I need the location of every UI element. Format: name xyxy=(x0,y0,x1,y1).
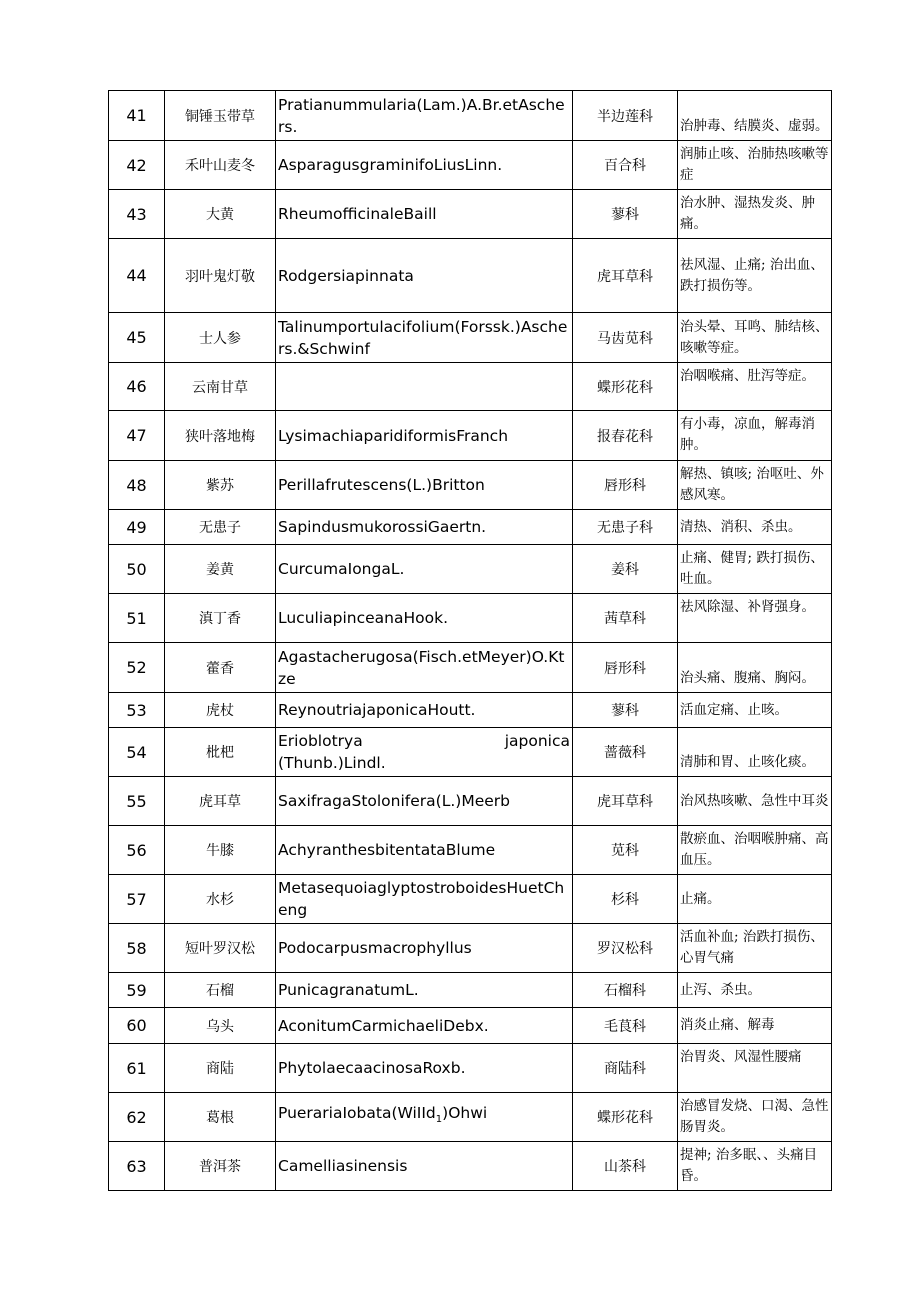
latin-name-tail: )Ohwi xyxy=(442,1104,488,1123)
latin-name: RheumofficinaleBaill xyxy=(276,190,573,239)
medicinal-use: 清肺和胃、止咳化痰。 xyxy=(678,728,832,777)
table-row xyxy=(109,643,832,693)
plant-family: 蔷薇科 xyxy=(573,728,678,777)
plant-name: 藿香 xyxy=(165,643,276,693)
plant-family: 茜草科 xyxy=(573,594,678,643)
latin-name: ReynoutriajaponicaHoutt. xyxy=(276,693,573,728)
plant-name: 紫苏 xyxy=(165,461,276,510)
row-number: 56 xyxy=(109,826,165,875)
plant-name: 云南甘草 xyxy=(165,363,276,411)
table-row xyxy=(109,777,832,826)
table-row xyxy=(109,91,832,141)
plant-family: 半边莲科 xyxy=(573,91,678,141)
plant-family: 蓼科 xyxy=(573,190,678,239)
table-row xyxy=(109,973,832,1008)
plant-family: 罗汉松科 xyxy=(573,924,678,973)
row-number: 45 xyxy=(109,313,165,363)
plant-family: 唇形科 xyxy=(573,461,678,510)
medicinal-use: 治咽喉痛、肚泻等症。 xyxy=(678,363,832,411)
table-row xyxy=(109,141,832,190)
medicinal-use: 润肺止咳、治肺热咳嗽等症 xyxy=(678,141,832,190)
plant-name: 禾叶山麦冬 xyxy=(165,141,276,190)
latin-name-line-1: Erioblotrya japonica xyxy=(278,732,570,750)
plant-name: 虎耳草 xyxy=(165,777,276,826)
plant-family: 无患子科 xyxy=(573,510,678,545)
row-number: 54 xyxy=(109,728,165,777)
plant-name: 乌头 xyxy=(165,1008,276,1044)
medicinal-use: 提神; 治多眠、、头痛目昏。 xyxy=(678,1142,832,1191)
medicinal-use: 祛风除湿、补肾强身。 xyxy=(678,594,832,643)
latin-name-line-2: (Thunb.)Lindl. xyxy=(278,754,386,772)
row-number: 60 xyxy=(109,1008,165,1044)
plant-name: 大黄 xyxy=(165,190,276,239)
medicinal-use: 活血定痛、止咳。 xyxy=(678,693,832,728)
medicinal-use: 止痛、健胃; 跌打损伤、吐血。 xyxy=(678,545,832,594)
latin-name: LysimachiaparidiformisFranch xyxy=(276,411,573,461)
row-number: 48 xyxy=(109,461,165,510)
plant-name: 无患子 xyxy=(165,510,276,545)
medicinal-use: 治头晕、耳鸣、肺结核、咳嗽等症。 xyxy=(678,313,832,363)
plant-family: 苋科 xyxy=(573,826,678,875)
table-row xyxy=(109,411,832,461)
medicinal-use: 祛风湿、止痛; 治出血、跌打损伤等。 xyxy=(678,239,832,313)
plant-family: 石榴科 xyxy=(573,973,678,1008)
plant-family: 蝶形花科 xyxy=(573,1093,678,1142)
plant-name: 短叶罗汉松 xyxy=(165,924,276,973)
table-row xyxy=(109,461,832,510)
plant-name: 普洱茶 xyxy=(165,1142,276,1191)
plant-family: 百合科 xyxy=(573,141,678,190)
medicinal-use: 治头痛、腹痛、胸闷。 xyxy=(678,643,832,693)
medicinal-use: 治肿毒、结膜炎、虚弱。 xyxy=(678,91,832,141)
plant-family: 报春花科 xyxy=(573,411,678,461)
medicinal-use: 止痛。 xyxy=(678,875,832,924)
latin-name-main: PuerariaIobata(WiIId xyxy=(278,1104,436,1123)
table-row xyxy=(109,363,832,411)
table-row xyxy=(109,1142,832,1191)
plant-name: 石榴 xyxy=(165,973,276,1008)
plant-family: 虎耳草科 xyxy=(573,239,678,313)
row-number: 44 xyxy=(109,239,165,313)
plant-name: 牛膝 xyxy=(165,826,276,875)
latin-name: Podocarpusmacrophyllus xyxy=(276,924,573,973)
plant-family: 蝶形花科 xyxy=(573,363,678,411)
row-number: 42 xyxy=(109,141,165,190)
medicinal-use: 散瘀血、治咽喉肿痛、高血压。 xyxy=(678,826,832,875)
plant-family: 马齿苋科 xyxy=(573,313,678,363)
row-number: 47 xyxy=(109,411,165,461)
medicinal-use: 治感冒发烧、口渴、急性肠胃炎。 xyxy=(678,1093,832,1142)
plant-family: 杉科 xyxy=(573,875,678,924)
row-number: 41 xyxy=(109,91,165,141)
latin-name: Camelliasinensis xyxy=(276,1142,573,1191)
plant-family: 虎耳草科 xyxy=(573,777,678,826)
table-row xyxy=(109,1093,832,1142)
table-row xyxy=(109,190,832,239)
table-row xyxy=(109,826,832,875)
table-row xyxy=(109,545,832,594)
table-row xyxy=(109,728,832,777)
table-row xyxy=(109,875,832,924)
plant-family: 蓼科 xyxy=(573,693,678,728)
latin-name xyxy=(276,363,573,411)
plant-name: 狭叶落地梅 xyxy=(165,411,276,461)
latin-name: Pratianummularia(Lam.)A.Br.etAschers. xyxy=(276,91,573,141)
plant-name: 羽叶鬼灯敬 xyxy=(165,239,276,313)
row-number: 51 xyxy=(109,594,165,643)
plant-family: 山茶科 xyxy=(573,1142,678,1191)
plant-family: 唇形科 xyxy=(573,643,678,693)
row-number: 50 xyxy=(109,545,165,594)
row-number: 57 xyxy=(109,875,165,924)
plant-family: 商陆科 xyxy=(573,1044,678,1093)
row-number: 52 xyxy=(109,643,165,693)
plant-name: 铜锤玉带草 xyxy=(165,91,276,141)
latin-name xyxy=(276,1093,573,1142)
table-row xyxy=(109,239,832,313)
latin-name: SaxifragaStolonifera(L.)Meerb xyxy=(276,777,573,826)
latin-name: Agastacherugosa(Fisch.etMeyer)O.Ktze xyxy=(276,643,573,693)
table-row xyxy=(109,924,832,973)
latin-name: CurcumaIongaL. xyxy=(276,545,573,594)
plant-name: 葛根 xyxy=(165,1093,276,1142)
latin-name: LuculiapinceanaHook. xyxy=(276,594,573,643)
medicinal-use: 解热、镇咳; 治呕吐、外感风寒。 xyxy=(678,461,832,510)
medicinal-use: 有小毒，凉血，解毒消肿。 xyxy=(678,411,832,461)
medicinal-use: 治水肿、湿热发炎、肿痛。 xyxy=(678,190,832,239)
latin-name: AchyranthesbitentataBlume xyxy=(276,826,573,875)
plant-name: 滇丁香 xyxy=(165,594,276,643)
row-number: 49 xyxy=(109,510,165,545)
table-row xyxy=(109,693,832,728)
latin-name xyxy=(276,728,573,777)
plant-name: 士人参 xyxy=(165,313,276,363)
table-row xyxy=(109,1044,832,1093)
row-number: 58 xyxy=(109,924,165,973)
latin-name-subscript: 1 xyxy=(435,1114,443,1126)
latin-name: PunicagranatumL. xyxy=(276,973,573,1008)
latin-name: AconitumCarmichaeliDebx. xyxy=(276,1008,573,1044)
row-number: 43 xyxy=(109,190,165,239)
row-number: 61 xyxy=(109,1044,165,1093)
latin-name: Perillafrutescens(L.)Britton xyxy=(276,461,573,510)
table-row xyxy=(109,1008,832,1044)
latin-name: Talinumportulacifolium(Forssk.)Aschers.&Schwinf xyxy=(276,313,573,363)
row-number: 46 xyxy=(109,363,165,411)
latin-name: Rodgersiapinnata xyxy=(276,239,573,313)
medicinal-use: 活血补血; 治跌打损伤、心胃气痛 xyxy=(678,924,832,973)
table-row xyxy=(109,313,832,363)
plant-name: 水杉 xyxy=(165,875,276,924)
medicinal-use: 治胃炎、风湿性腰痛 xyxy=(678,1044,832,1093)
latin-name: AsparagusgraminifoLiusLinn. xyxy=(276,141,573,190)
row-number: 62 xyxy=(109,1093,165,1142)
latin-name: PhytolaecaacinosaRoxb. xyxy=(276,1044,573,1093)
table-row xyxy=(109,510,832,545)
plant-name: 商陆 xyxy=(165,1044,276,1093)
medicinal-use: 治风热咳嗽、急性中耳炎 xyxy=(678,777,832,826)
plant-name: 虎杖 xyxy=(165,693,276,728)
medicinal-use: 清热、消积、杀虫。 xyxy=(678,510,832,545)
latin-name: MetasequoiaglyptostroboidesHuetCheng xyxy=(276,875,573,924)
row-number: 55 xyxy=(109,777,165,826)
row-number: 53 xyxy=(109,693,165,728)
medicinal-use: 止泻、杀虫。 xyxy=(678,973,832,1008)
row-number: 63 xyxy=(109,1142,165,1191)
latin-name: SapindusmukorossiGaertn. xyxy=(276,510,573,545)
table-row xyxy=(109,594,832,643)
plant-name: 枇杷 xyxy=(165,728,276,777)
plant-name: 姜黄 xyxy=(165,545,276,594)
plant-family: 毛茛科 xyxy=(573,1008,678,1044)
plant-family: 姜科 xyxy=(573,545,678,594)
medicinal-use: 消炎止痛、解毒 xyxy=(678,1008,832,1044)
row-number: 59 xyxy=(109,973,165,1008)
herb-table xyxy=(108,90,832,1191)
